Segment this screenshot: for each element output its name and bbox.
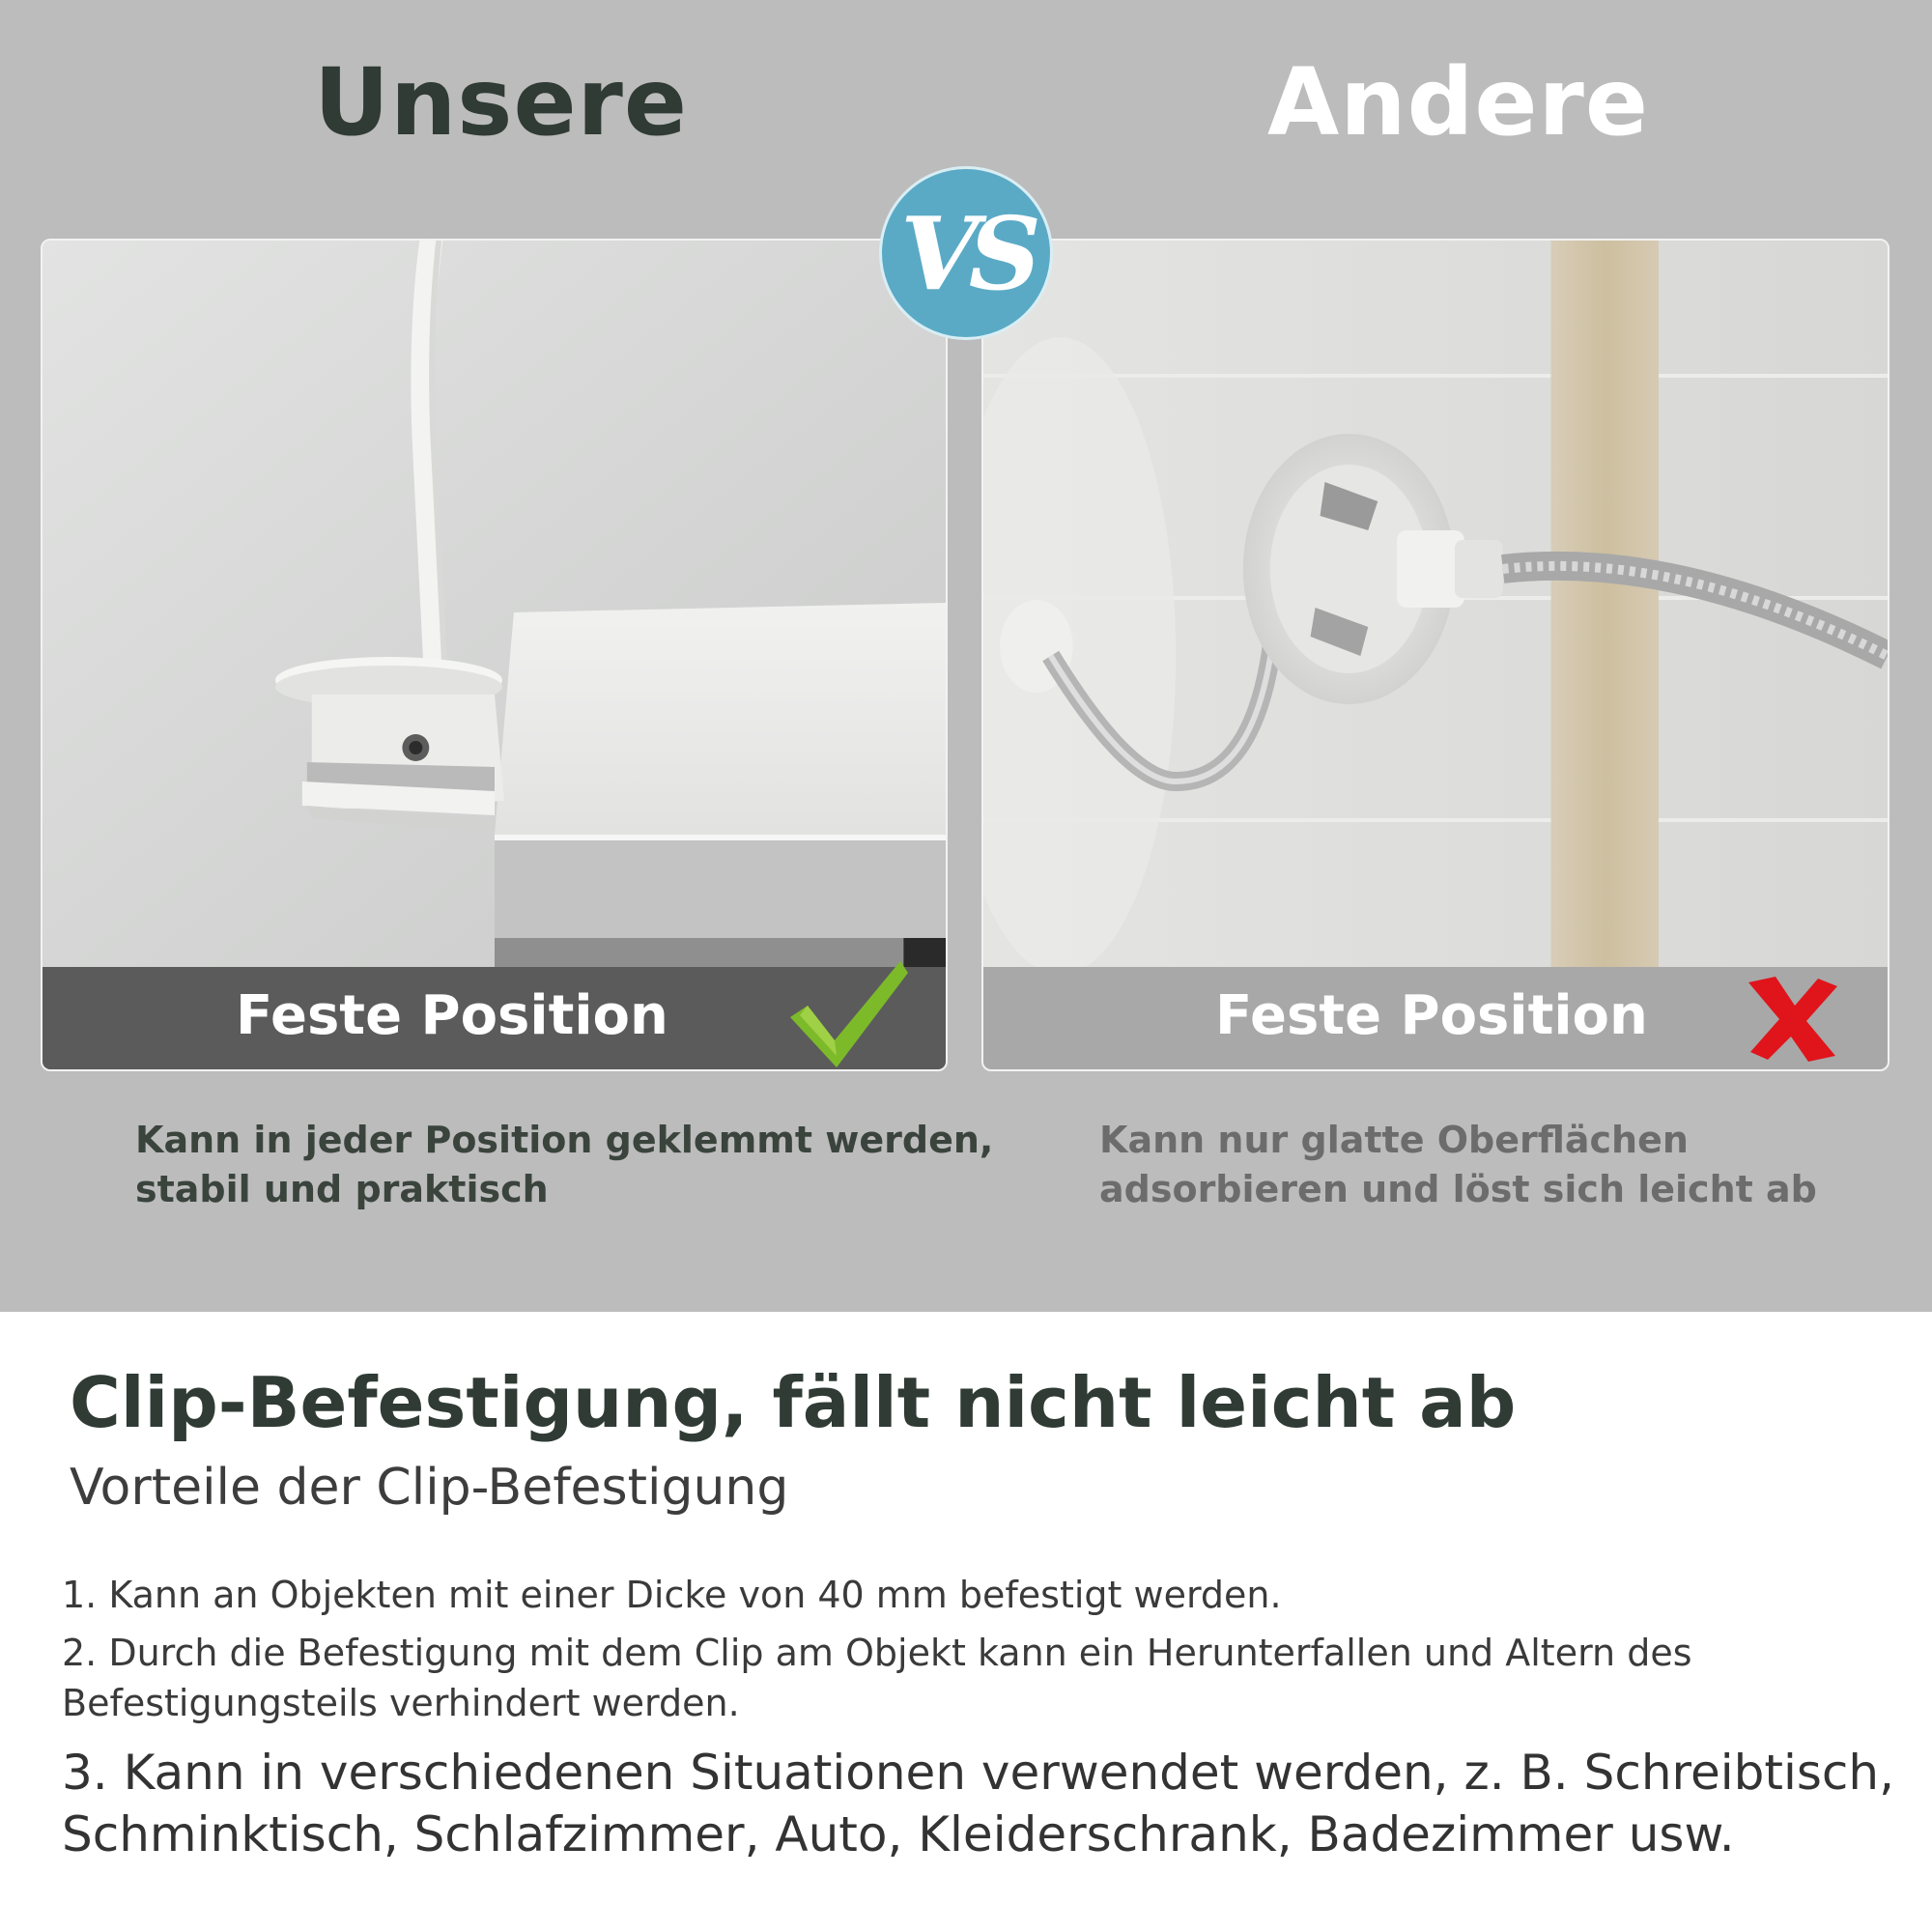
vs-badge [879,166,1053,340]
our-product-description: Kann in jeder Position geklemmt werden, stabil und praktisch [135,1119,994,1210]
vs-label: VS [900,194,1032,313]
our-product-panel [41,239,948,1071]
caption-label: Feste Position [236,984,668,1047]
section-title: Clip-Befestigung, fällt nicht leicht ab [70,1362,1517,1443]
feature-item: 2. Durch die Befestigung mit dem Clip am Objekt kann ein Herunterfallen und Altern des Befestigungsteils verhindert werden. [62,1632,1692,1724]
suction-cup-lamp-photo [983,241,1888,969]
section-subtitle: Vorteile der Clip-Befestigung [70,1459,789,1517]
caption-label: Feste Position [1215,984,1648,1047]
caption-bar [983,967,1888,1069]
other-product-heading: Andere [1267,48,1649,156]
feature-item: 3. Kann in verschiedenen Situationen verwendet werden, z. B. Schreibtisch, Schminktisch, Schlafzimmer, Auto, Kleiderschrank, Badezimmer usw. [62,1745,1894,1862]
feature-list [62,1570,1897,1865]
our-product-heading: Unsere [314,48,688,156]
feature-item: 1. Kann an Objekten mit einer Dicke von 40 mm befestigt werden. [62,1574,1282,1616]
other-product-description: Kann nur glatte Oberflächen adsorbieren und löst sich leicht ab [1099,1119,1817,1210]
cross-icon [1747,977,1839,1062]
check-icon [786,955,912,1071]
other-product-panel [981,239,1889,1071]
caption-bar [43,967,946,1069]
clip-lamp-photo [43,241,946,969]
